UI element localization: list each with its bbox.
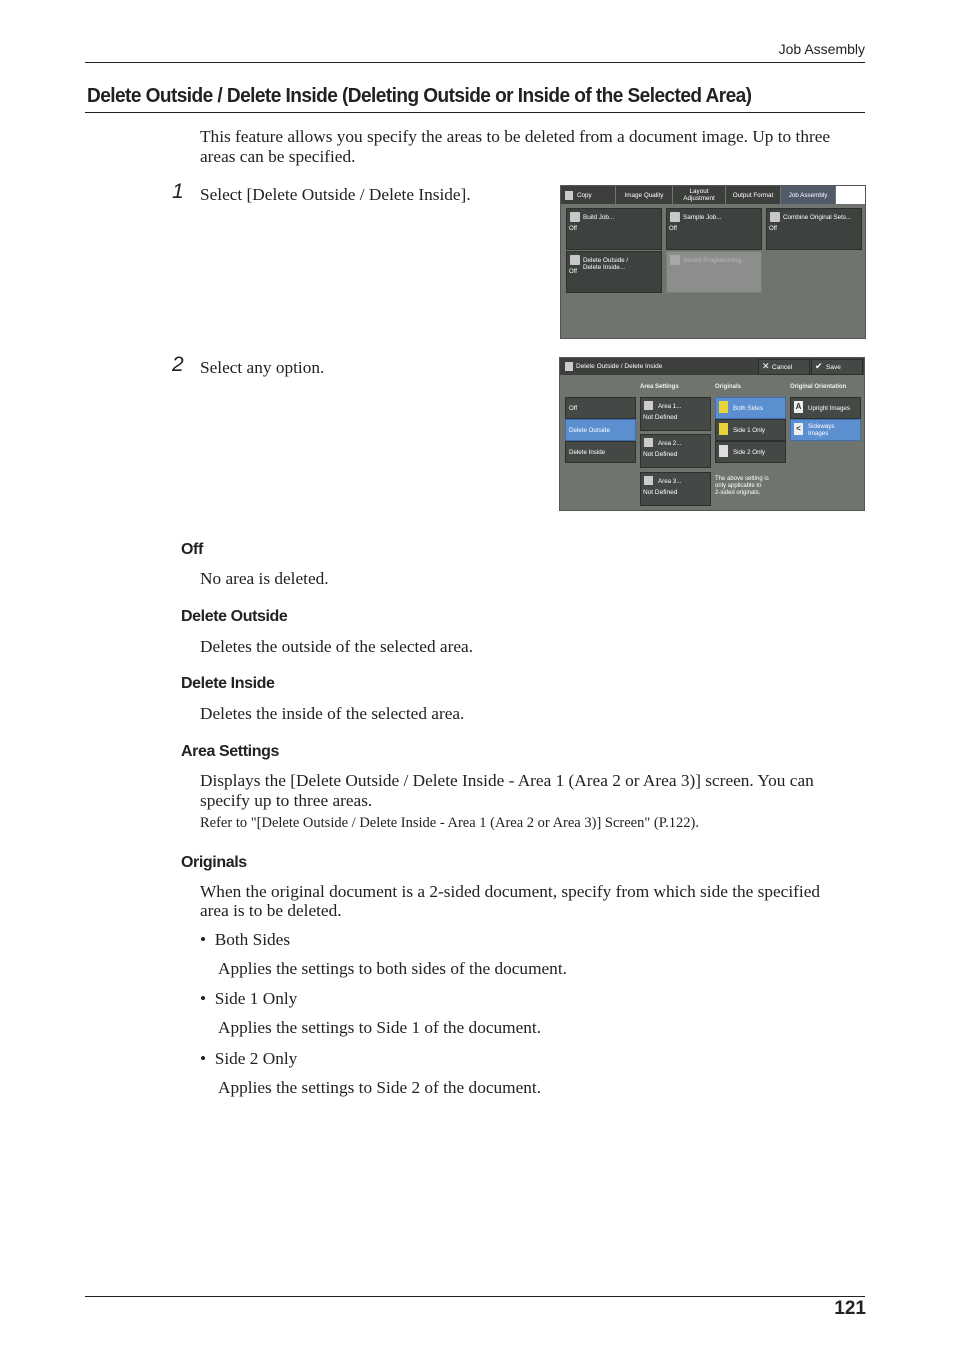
originals-note-3: 2-sided originals.: [715, 490, 761, 496]
bullet-label: Side 2 Only: [214, 1049, 298, 1068]
tile-value: Off: [569, 269, 577, 275]
document-icon: [719, 423, 728, 435]
combine-sets-icon: [770, 212, 780, 222]
step-1-number: 1: [172, 180, 184, 203]
bullet-label: Side 1 Only: [214, 989, 298, 1008]
originals-text-2: area is to be deleted.: [200, 901, 342, 920]
originals-note-2: only applicable to: [715, 483, 762, 489]
upright-images-button[interactable]: [790, 397, 861, 419]
option-label: Both Sides: [733, 405, 763, 412]
originals-text-1: When the original document is a 2-sided document, specify from which side the specified: [200, 882, 821, 901]
bullet-side-2-only: • Side 2 Only: [200, 1049, 298, 1068]
delete-outside-text: Deletes the outside of the selected area.: [200, 637, 474, 656]
save-button[interactable]: [811, 359, 863, 375]
mode-off-button[interactable]: [565, 397, 636, 419]
tile-label: Build Job...: [583, 214, 615, 221]
bullet-both-sides: • Both Sides: [200, 930, 291, 949]
page-title: Delete Outside / Delete Inside (Deleting Outside or Inside of the Selected Area): [87, 84, 752, 107]
screenshot-delete-outside-inside: [559, 357, 865, 511]
area-value: Not Defined: [643, 451, 678, 458]
tab-label: Layout Adjustment: [683, 188, 715, 202]
area-label: Area 2...: [658, 440, 682, 447]
bullet-side-2-only-desc: Applies the settings to Side 2 of the document.: [218, 1078, 542, 1097]
cancel-label: Cancel: [772, 364, 793, 371]
screen-title: Delete Outside / Delete Inside: [576, 363, 663, 370]
tile-value: Off: [569, 226, 577, 232]
save-label: Save: [826, 364, 841, 371]
area-settings-reference: Refer to "[Delete Outside / Delete Inside - Area 1 (Area 2 or Area 3)] Screen" (P.122).: [200, 815, 700, 831]
combine-original-sets-button[interactable]: [766, 208, 862, 250]
side-2-only-button[interactable]: [715, 441, 786, 463]
area-1-button[interactable]: [640, 397, 711, 431]
delete-outside-icon: [570, 255, 580, 265]
tile-value: Off: [769, 226, 777, 232]
area-label: Area 1...: [658, 403, 682, 410]
option-label: Side 1 Only: [733, 427, 765, 434]
area-label: Area 3...: [658, 478, 682, 485]
step-2-number: 2: [172, 353, 184, 376]
tab-bar-blank: [836, 186, 865, 204]
page-number: 121: [834, 1298, 866, 1319]
screenshot-features-tab: [560, 185, 866, 339]
area-icon: [644, 438, 653, 447]
delete-outside-title-icon: [565, 362, 573, 371]
tile-label: Delete Outside / Delete Inside...: [583, 257, 629, 271]
document-icon: [719, 401, 728, 413]
off-text: No area is deleted.: [200, 569, 329, 588]
area-settings-text-2: specify up to three areas.: [200, 791, 373, 810]
tab-output-format[interactable]: [726, 186, 781, 204]
sample-job-button[interactable]: [666, 208, 762, 250]
tab-label: Job Assembly: [788, 191, 828, 199]
delete-inside-heading: Delete Inside: [181, 675, 275, 692]
area-settings-heading: Area Settings: [181, 743, 279, 760]
originals-heading: Originals: [181, 854, 247, 871]
tab-label: Copy: [577, 191, 592, 199]
bullet-label: Both Sides: [214, 930, 291, 949]
tab-job-assembly[interactable]: [781, 186, 836, 204]
tile-value: Off: [669, 226, 677, 232]
tab-copy[interactable]: [561, 186, 616, 204]
area-3-button[interactable]: [640, 472, 711, 506]
delete-inside-text: Deletes the inside of the selected area.: [200, 704, 465, 723]
copy-icon: [565, 191, 573, 200]
upright-icon: A: [795, 402, 802, 411]
option-label: Sideways Images: [808, 423, 835, 437]
area-settings-header: Area Settings: [640, 384, 679, 390]
mode-delete-inside-button[interactable]: [565, 441, 636, 463]
area-value: Not Defined: [643, 489, 678, 496]
both-sides-button[interactable]: [715, 397, 786, 419]
check-icon: ✔: [815, 361, 823, 371]
area-2-button[interactable]: [640, 434, 711, 468]
tab-layout-adjustment[interactable]: [673, 186, 726, 204]
title-rule: [85, 112, 865, 113]
tile-label: Stored Programming...: [683, 257, 747, 264]
delete-outside-inside-button[interactable]: [566, 251, 662, 293]
orientation-header: Original Orientation: [790, 384, 847, 390]
running-header: Job Assembly: [778, 41, 865, 57]
mode-delete-outside-button[interactable]: [565, 419, 636, 441]
step-2-text: Select any option.: [200, 358, 325, 377]
build-job-button[interactable]: [566, 208, 662, 250]
header-rule: [85, 62, 865, 63]
tab-label: Image Quality: [624, 191, 664, 199]
area-value: Not Defined: [643, 414, 678, 421]
sample-job-icon: [670, 212, 680, 222]
stored-programming-icon: [670, 255, 680, 265]
bullet-side-1-only: • Side 1 Only: [200, 989, 298, 1008]
bullet-side-1-only-desc: Applies the settings to Side 1 of the document.: [218, 1018, 542, 1037]
document-icon: [719, 445, 728, 457]
option-label: Upright Images: [808, 405, 850, 412]
tab-label: Output Format: [732, 191, 774, 199]
originals-header: Originals: [715, 384, 742, 390]
intro-line-1: This feature allows you specify the areas to be deleted from a document image. Up to three: [200, 127, 831, 146]
step-1-text: Select [Delete Outside / Delete Inside].: [200, 185, 471, 204]
tile-label: Combine Original Sets...: [783, 214, 852, 221]
intro-line-2: areas can be specified.: [200, 147, 356, 166]
build-job-icon: [570, 212, 580, 222]
area-icon: [644, 401, 653, 410]
area-icon: [644, 476, 653, 485]
off-heading: Off: [181, 541, 203, 558]
originals-note-1: The above setting is: [715, 476, 769, 482]
option-label: Delete Outside: [569, 427, 610, 434]
option-label: Off: [569, 405, 578, 412]
side-1-only-button[interactable]: [715, 419, 786, 441]
tab-image-quality[interactable]: [616, 186, 673, 204]
delete-outside-heading: Delete Outside: [181, 608, 288, 625]
option-label: Side 2 Only: [733, 449, 765, 456]
tile-label: Sample Job...: [683, 214, 722, 221]
cancel-button[interactable]: [758, 359, 810, 375]
sideways-images-button[interactable]: [790, 419, 861, 441]
option-label: Delete Inside: [569, 449, 606, 456]
stored-programming-button: [666, 251, 762, 293]
close-icon: ✕: [762, 361, 770, 371]
footer-rule: [85, 1296, 865, 1297]
sideways-icon: <: [794, 423, 803, 435]
bullet-both-sides-desc: Applies the settings to both sides of the document.: [218, 959, 567, 978]
area-settings-text-1: Displays the [Delete Outside / Delete Inside - Area 1 (Area 2 or Area 3)] screen. You can: [200, 771, 814, 790]
